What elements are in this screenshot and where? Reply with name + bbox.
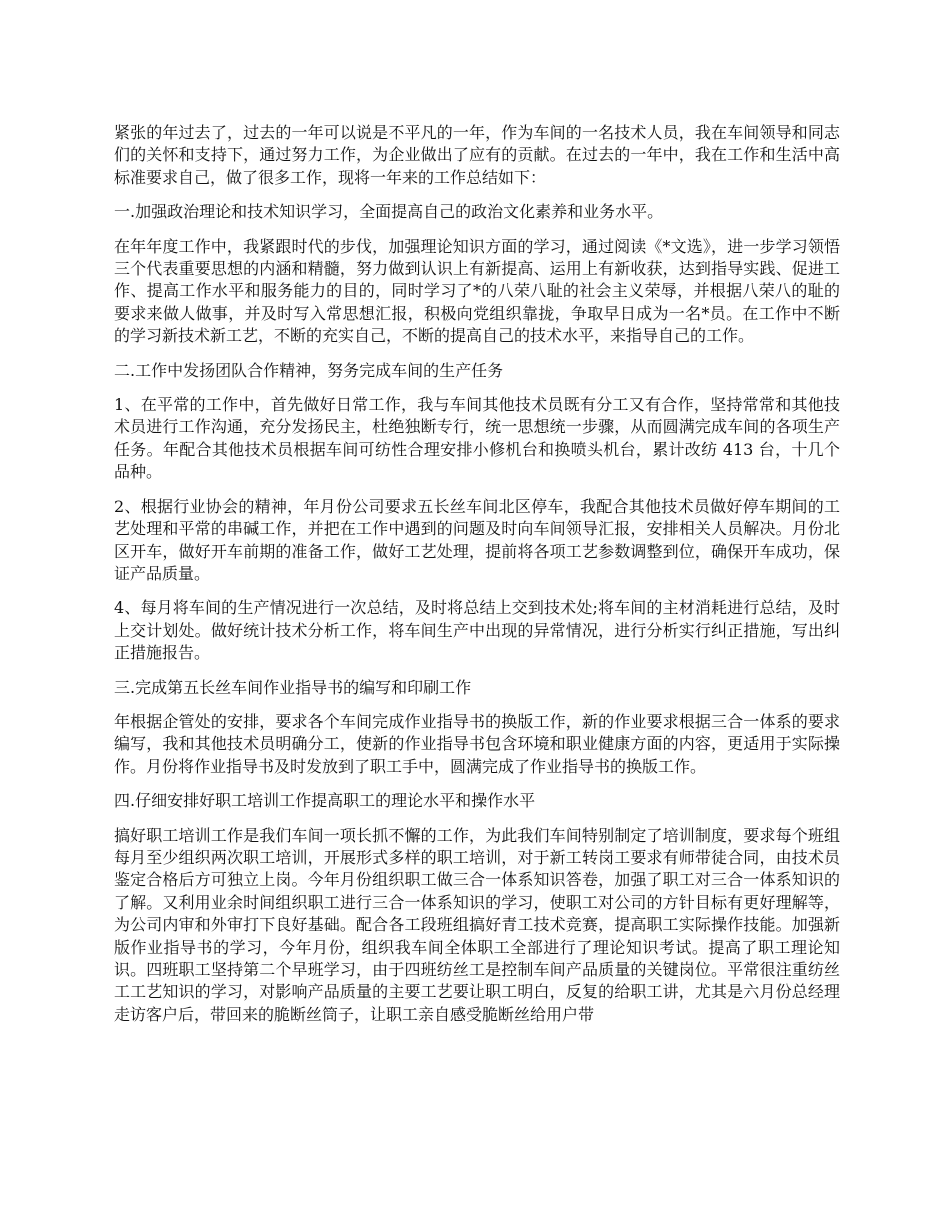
section-heading-4: 四.仔细安排好职工培训工作提高职工的理论水平和操作水平: [114, 791, 536, 811]
section-2-item-4: 4、每月将车间的生产情况进行一次总结，及时将总结上交到技术处;将车间的主材消耗进行总结，及时上交计划处。做好统计技术分析工作，将车间生产中出现的异常情况，进行分析实行纠正措施，写出纠正措施报告。: [114, 598, 840, 663]
section-2-item-1: 1、在平常的工作中，首先做好日常工作，我与车间其他技术员既有分工又有合作，坚持常常和其他技术员进行工作沟通，充分发扬民主，杜绝独断专行，统一思想统一步骤，从而圆满完成车间的各项生产任务。年配合其他技术员根据车间可纺性合理安排小修机台和换喷头机台，累计改纺 413 台，十几个品种。: [114, 395, 840, 482]
section-heading-3: 三.完成第五长丝车间作业指导书的编写和印刷工作: [114, 677, 472, 697]
document-body: [114, 122, 840, 1026]
intro-paragraph: 紧张的年过去了，过去的一年可以说是不平凡的一年，作为车间的一名技术人员，我在车间领导和同志们的关怀和支持下，通过努力工作，为企业做出了应有的贡献。在过去的一年中，我在工作和生活中高标准要求自己，做了很多工作，现将一年来的工作总结如下：: [114, 123, 840, 187]
section-4-paragraph: 搞好职工培训工作是我们车间一项长抓不懈的工作，为此我们车间特别制定了培训制度，要求每个班组每月至少组织两次职工培训，开展形式多样的职工培训，对于新工转岗工要求有师带徒合同，由技术员鉴定合格后方可独立上岗。今年月份组织职工做三合一体系知识答卷，加强了职工对三合一体系知识的了解。又利用业余时间组织职工进行三合一体系知识的学习，使职工对公司的方针目标有更好理解等，为公司内审和外审打下良好基础。配合各工段班组搞好青工技术竞赛，提高职工实际操作技能。加强新版作业指导书的学习，今年月份，组织我车间全体职工全部进行了理论知识考试。提高了职工理论知识。四班职工坚持第二个早班学习，由于四班纺丝工是控制车间产品质量的关键岗位。平常很注重纺丝工工艺知识的学习，对影响产品质量的主要工艺要让职工明白，反复的给职工讲，尤其是六月份总经理走访客户后，带回来的脆断丝筒子，让职工亲自感受脆断丝给用户带: [114, 825, 840, 1024]
section-heading-1: 一.加强政治理论和技术知识学习，全面提高自己的政治文化素养和业务水平。: [114, 202, 664, 222]
section-3-paragraph: 年根据企管处的安排，要求各个车间完成作业指导书的换版工作，新的作业要求根据三合一体系的要求编写，我和其他技术员明确分工，使新的作业指导书包含环境和职业健康方面的内容，更适用于实际操作。月份将作业指导书及时发放到了职工手中，圆满完成了作业指导书的换版工作。: [114, 711, 840, 776]
section-heading-2: 二.工作中发扬团队合作精神，努务完成车间的生产任务: [114, 360, 504, 380]
section-2-item-2: 2、根据行业协会的精神，年月份公司要求五长丝车间北区停车，我配合其他技术员做好停车期间的工艺处理和平常的串碱工作，并把在工作中遇到的问题及时向车间领导汇报，安排相关人员解决。月份北区开车，做好开车前期的准备工作，做好工艺处理，提前将各项工艺参数调整到位，确保开车成功，保证产品质量。: [114, 496, 840, 583]
section-1-paragraph: 在年年度工作中，我紧跟时代的步伐，加强理论知识方面的学习，通过阅读《*文选》，进一步学习领悟三个代表重要思想的内涵和精髓，努力做到认识上有新提高、运用上有新收获，达到指导实践、促进工作、提高工作水平和服务能力的目的，同时学习了*的八荣八耻的社会主义荣辱，并根据八荣八的耻的要求来做人做事，并及时写入常思想汇报，积极向党组织靠拢，争取早日成为一名*员。在工作中不断的学习新技术新工艺，不断的充实自己，不断的提高自己的技术水平，来指导自己的工作。: [114, 236, 840, 346]
